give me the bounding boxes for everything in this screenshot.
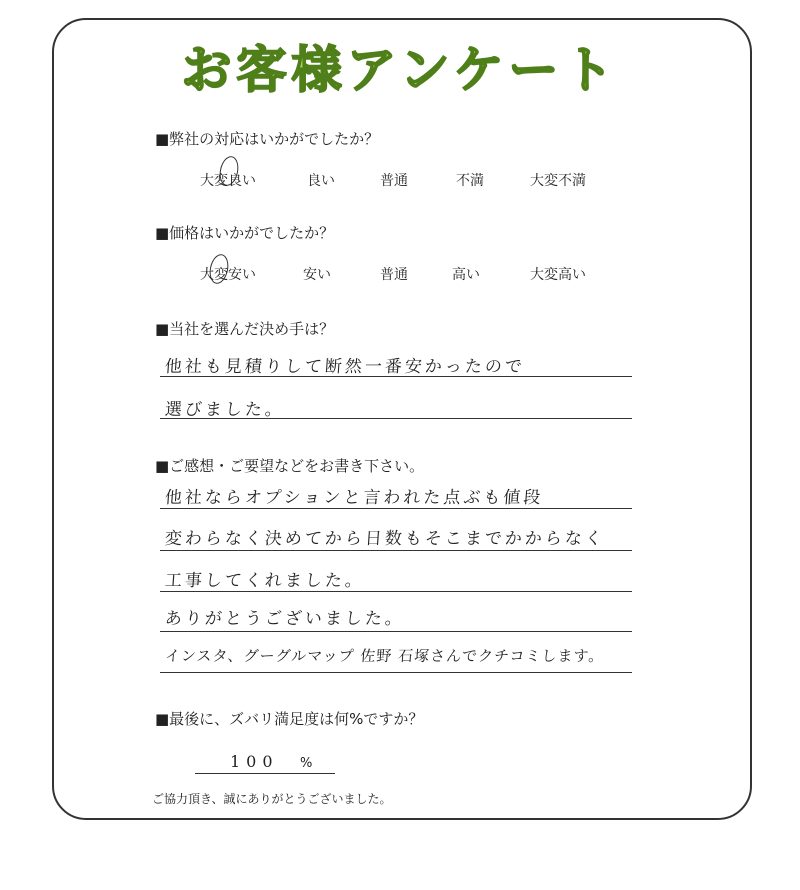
- satisfaction-value: 100: [230, 752, 279, 771]
- thanks-note: ご協力頂き、誠にありがとうございました。: [152, 792, 392, 806]
- writing-line: [160, 672, 632, 673]
- satisfaction-field[interactable]: [195, 752, 335, 774]
- writing-line: [160, 591, 632, 592]
- handwritten-answer-line: 工事してくれました。: [164, 571, 366, 591]
- percent-unit: %: [300, 756, 313, 771]
- page-title: お客様アンケート: [181, 41, 619, 99]
- option-very-good[interactable]: 大変良い: [200, 173, 256, 189]
- option-normal[interactable]: 普通: [380, 267, 408, 283]
- writing-line: [160, 418, 632, 419]
- handwritten-answer-line: インスタ、グーグルマップ 佐野 石塚さんでクチコミします。: [164, 647, 605, 665]
- option-very-dissatisfied[interactable]: 大変不満: [530, 173, 586, 189]
- question-deciding-factor: ■当社を選んだ決め手は？: [155, 320, 335, 338]
- option-cheap[interactable]: 安い: [303, 267, 331, 283]
- writing-line: [160, 550, 632, 551]
- option-dissatisfied[interactable]: 不満: [456, 173, 484, 189]
- handwritten-answer-line: 他社も見積りして断然一番安かったので: [164, 357, 526, 377]
- options-price: [190, 264, 610, 288]
- writing-line: [160, 376, 632, 377]
- handwritten-answer-line: ありがとうございました。: [164, 609, 406, 629]
- question-price: ■価格はいかがでしたか？: [155, 224, 335, 242]
- handwritten-answer-line: 変わらなく決めてから日数もそこまでかからなく: [164, 529, 606, 549]
- handwritten-answer-line: 選びました。: [164, 400, 286, 420]
- option-very-cheap[interactable]: 大変安い: [200, 267, 256, 283]
- question-service: ■弊社の対応はいかがでしたか？: [155, 130, 380, 148]
- answer-underline: [195, 773, 335, 774]
- question-satisfaction: ■最後に、ズバリ満足度は何%ですか？: [155, 710, 424, 728]
- options-service: [190, 170, 610, 194]
- writing-line: [160, 508, 632, 509]
- option-very-expensive[interactable]: 大変高い: [530, 267, 586, 283]
- writing-line: [160, 631, 632, 632]
- option-normal[interactable]: 普通: [380, 173, 408, 189]
- handwritten-answer-line: 他社ならオプションと言われた点ぶも値段: [164, 488, 545, 508]
- option-expensive[interactable]: 高い: [452, 267, 480, 283]
- option-good[interactable]: 良い: [307, 173, 335, 189]
- question-comments: ■ご感想・ご要望などをお書き下さい。: [155, 457, 425, 475]
